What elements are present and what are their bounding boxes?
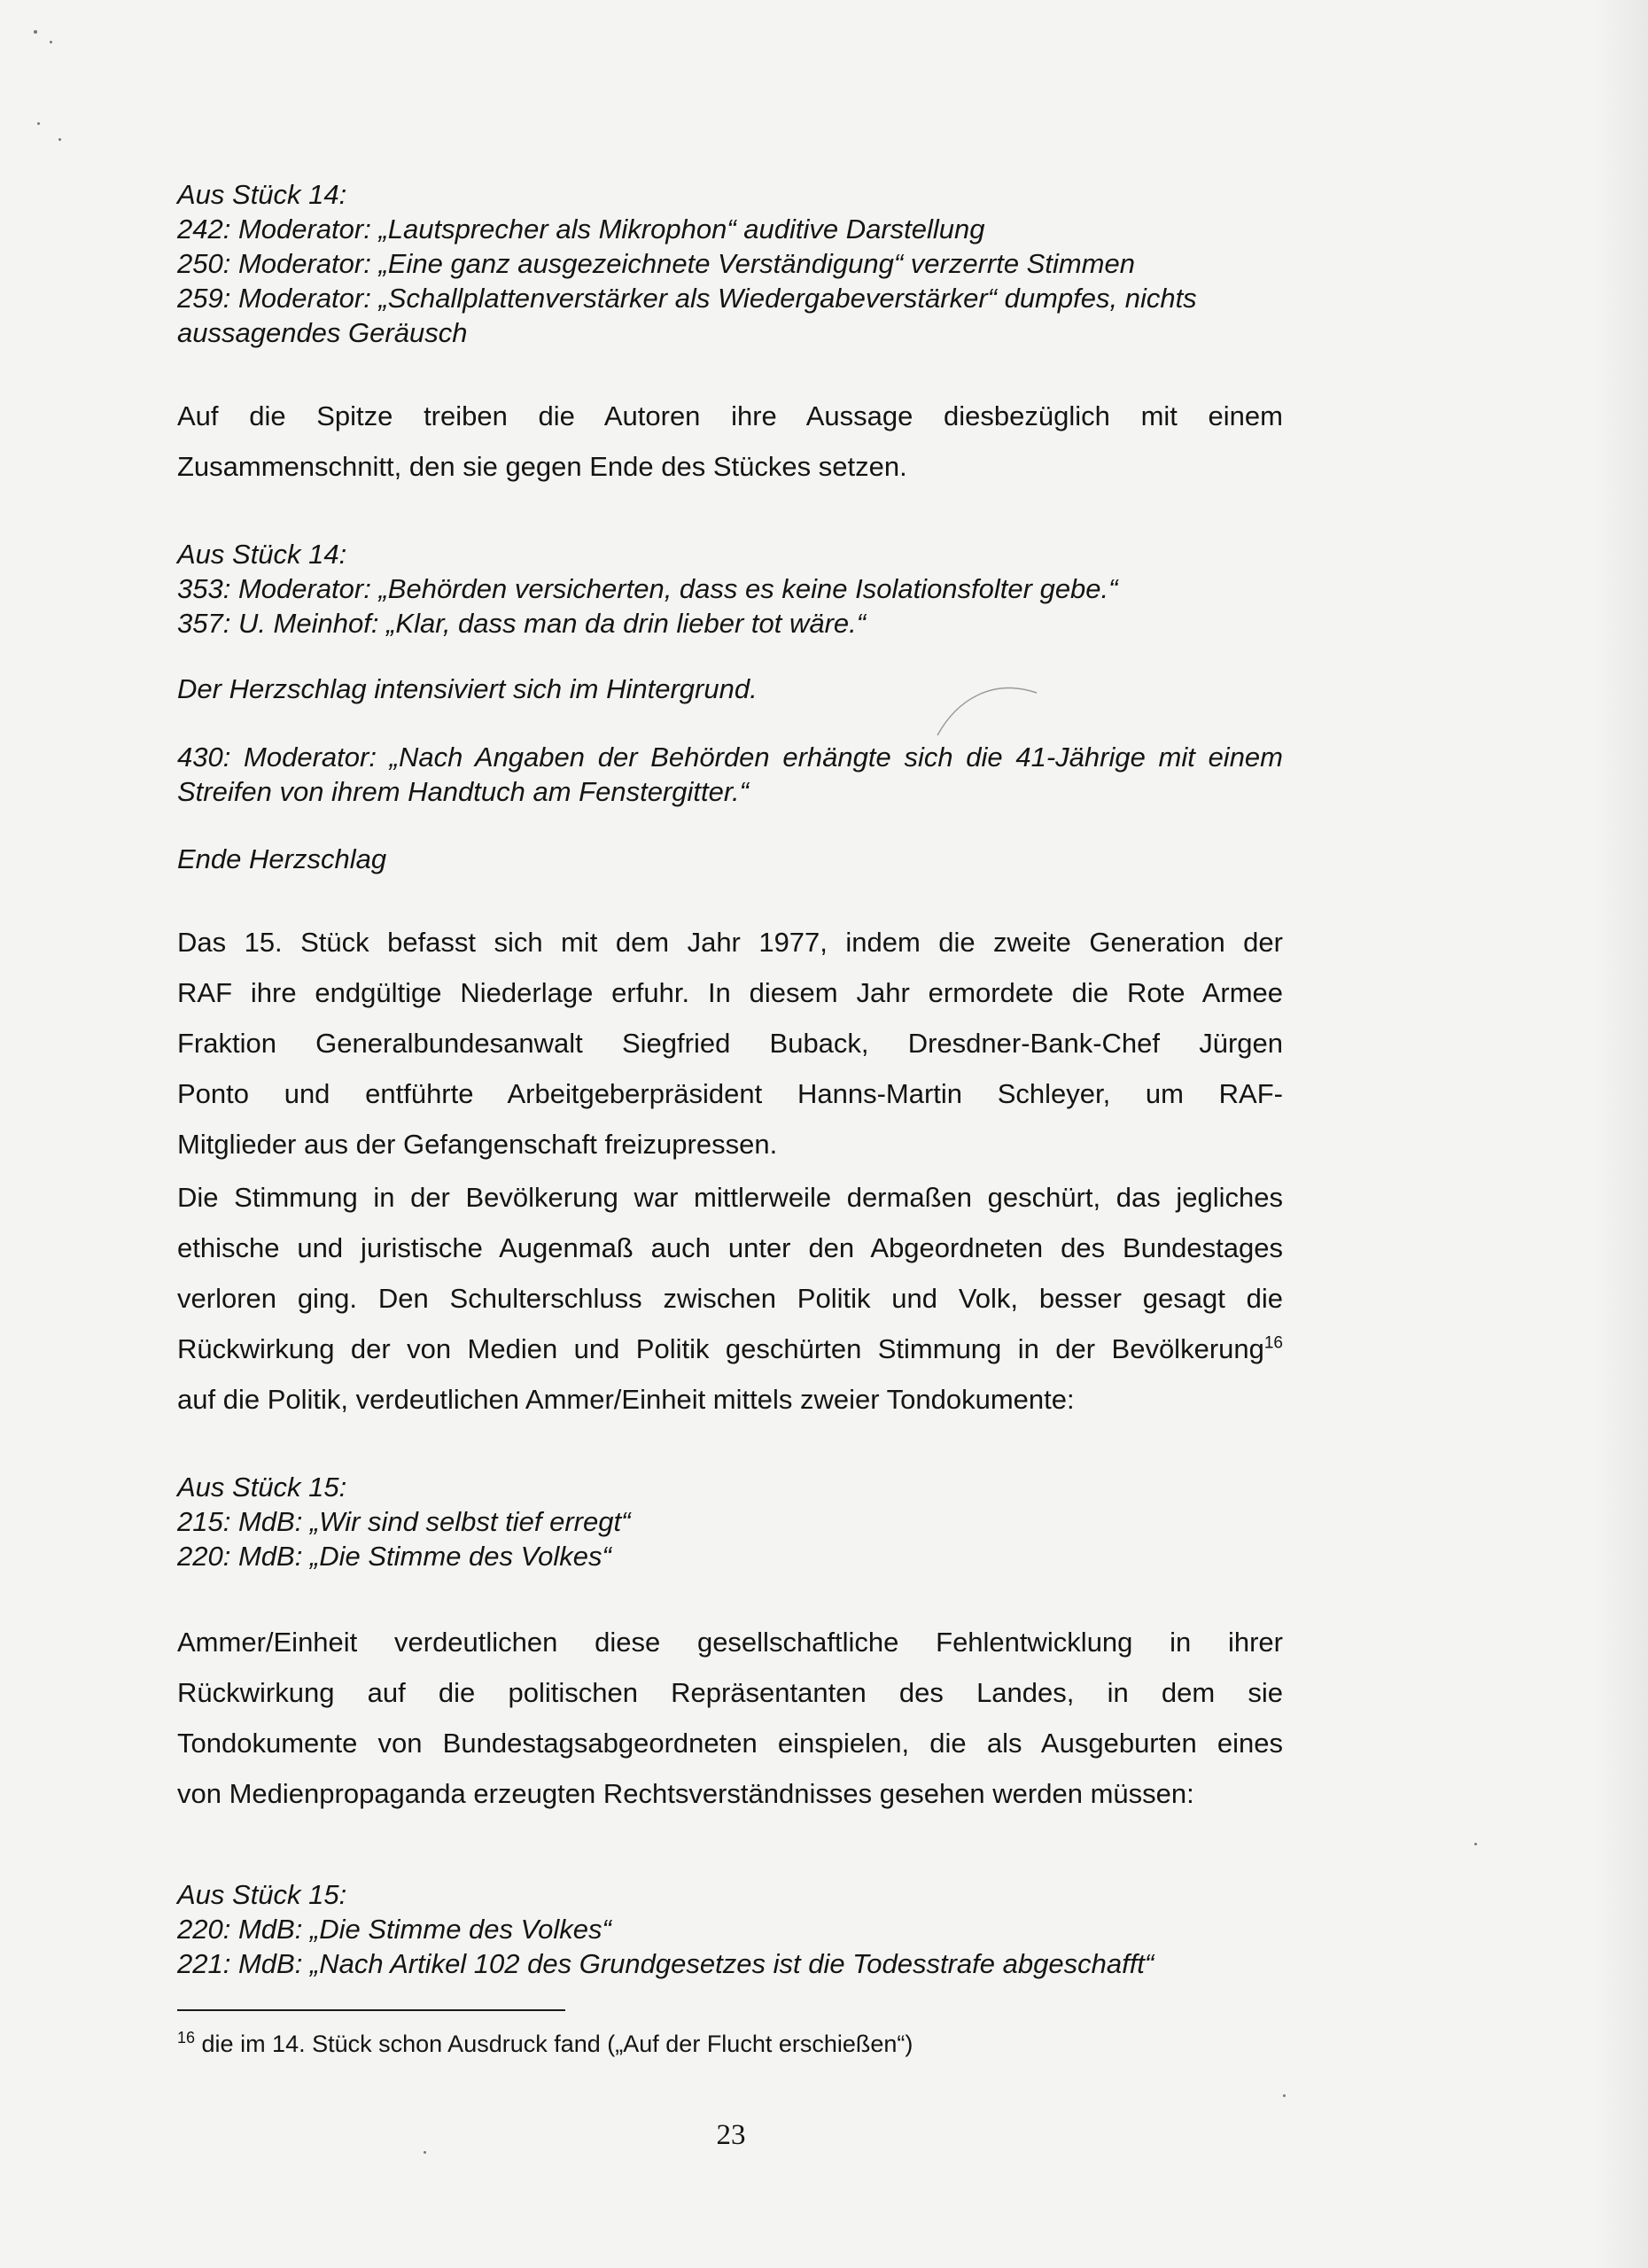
quote-block-15a (177, 1470, 1283, 1573)
paragraph-line: ethische und juristische Augenmaß auch unter den Abgeordneten des Bundestages (177, 1232, 1283, 1263)
paragraph-line: Das 15. Stück befasst sich mit dem Jahr 1977, indem die zweite Generation der (177, 927, 1283, 958)
scan-speck (1283, 2094, 1286, 2097)
paragraph-1 (177, 391, 1283, 492)
paragraph-line: auf die Politik, verdeutlichen Ammer/Einheit mittels zweier Tondokumente: (177, 1384, 1075, 1415)
footnote-divider (177, 2009, 565, 2011)
paragraph-line (177, 1324, 1283, 1374)
paragraph-line: Ponto und entführte Arbeitgeberpräsident Hanns-Martin Schleyer, um RAF- (177, 1078, 1283, 1109)
quote-line: 250: Moderator: „Eine ganz ausgezeichnete Verständigung“ verzerrte Stimmen (177, 248, 1135, 279)
quote-line: 220: MdB: „Die Stimme des Volkes“ (177, 1541, 611, 1572)
quote-heading: Aus Stück 15: (177, 1879, 347, 1910)
footnote-text: die im 14. Stück schon Ausdruck fand („Auf der Flucht erschießen“) (195, 2031, 913, 2057)
paragraph-line: von Medienpropaganda erzeugten Rechtsverständnisses gesehen werden müssen: (177, 1778, 1194, 1809)
scan-speck (58, 138, 61, 141)
quote-heading: Aus Stück 14: (177, 179, 347, 210)
paragraph-4 (177, 1617, 1283, 1819)
paragraph-3 (177, 1172, 1283, 1425)
quote-heading: Aus Stück 14: (177, 539, 347, 570)
paragraph-line: Zusammenschnitt, den sie gegen Ende des Stückes setzen. (177, 451, 907, 482)
footnote-reference[interactable]: 16 (1263, 1333, 1283, 1353)
quote-heading: Aus Stück 15: (177, 1472, 347, 1503)
quote-block-430 (177, 740, 1283, 809)
quote-line: 215: MdB: „Wir sind selbst tief erregt“ (177, 1506, 631, 1537)
scan-speck (1474, 1843, 1477, 1845)
quote-block-14b (177, 537, 1283, 641)
scan-speck (34, 30, 37, 34)
page-edge-shadow (1595, 0, 1648, 2268)
paragraph-line: verloren ging. Den Schulterschluss zwischen Politik und Volk, besser gesagt die (177, 1283, 1283, 1314)
page-number: 23 (716, 2119, 746, 2151)
quote-line: 221: MdB: „Nach Artikel 102 des Grundgesetzes ist die Todesstrafe abgeschafft“ (177, 1948, 1154, 1979)
stage-note: Ende Herzschlag (177, 843, 387, 874)
paragraph-line: Auf die Spitze treiben die Autoren ihre Aussage diesbezüglich mit einem (177, 400, 1283, 431)
quote-line: 357: U. Meinhof: „Klar, dass man da drin lieber tot wäre.“ (177, 608, 867, 639)
footnote-number: 16 (177, 2029, 196, 2047)
footnote (177, 2029, 913, 2059)
paragraph-line: Ammer/Einheit verdeutlichen diese gesellschaftliche Fehlentwicklung in ihrer (177, 1627, 1283, 1658)
paragraph-line: Die Stimmung in der Bevölkerung war mittlerweile dermaßen geschürt, das jegliches (177, 1182, 1283, 1213)
quote-line: 242: Moderator: „Lautsprecher als Mikrophon“ auditive Darstellung (177, 214, 985, 245)
paragraph-2 (177, 917, 1283, 1169)
quote-block-14a (177, 177, 1283, 350)
stage-note: Der Herzschlag intensiviert sich im Hintergrund. (177, 673, 758, 704)
quote-line: 259: Moderator: „Schallplattenverstärker als Wiedergabeverstärker“ dumpfes, nichts aussagendes Geräusch (177, 283, 1197, 348)
paragraph-line: Mitglieder aus der Gefangenschaft freizupressen. (177, 1129, 778, 1160)
paragraph-line: Tondokumente von Bundestagsabgeordneten einspielen, die als Ausgeburten eines (177, 1728, 1283, 1759)
quote-line: 353: Moderator: „Behörden versicherten, dass es keine Isolationsfolter gebe.“ (177, 573, 1118, 604)
quote-block-15b (177, 1877, 1283, 1981)
quote-line: 220: MdB: „Die Stimme des Volkes“ (177, 1914, 611, 1945)
paragraph-line: Fraktion Generalbundesanwalt Siegfried Buback, Dresdner-Bank-Chef Jürgen (177, 1028, 1283, 1059)
scan-speck (37, 122, 40, 125)
scan-speck (50, 41, 52, 43)
quote-line: 430: Moderator: „Nach Angaben der Behörden erhängte sich die 41-Jährige mit einem Streifen von ihrem Handtuch am Fenstergitter.“ (177, 742, 1283, 807)
stage-note-end (177, 842, 1283, 876)
paragraph-line-text: Rückwirkung der von Medien und Politik geschürten Stimmung in der Bevölkerung (177, 1333, 1264, 1364)
paragraph-line: Rückwirkung auf die politischen Repräsentanten des Landes, in dem sie (177, 1677, 1283, 1708)
stage-note-heartbeat (177, 672, 1283, 706)
scan-speck (424, 2151, 426, 2154)
paragraph-line: RAF ihre endgültige Niederlage erfuhr. In diesem Jahr ermordete die Rote Armee (177, 977, 1283, 1008)
